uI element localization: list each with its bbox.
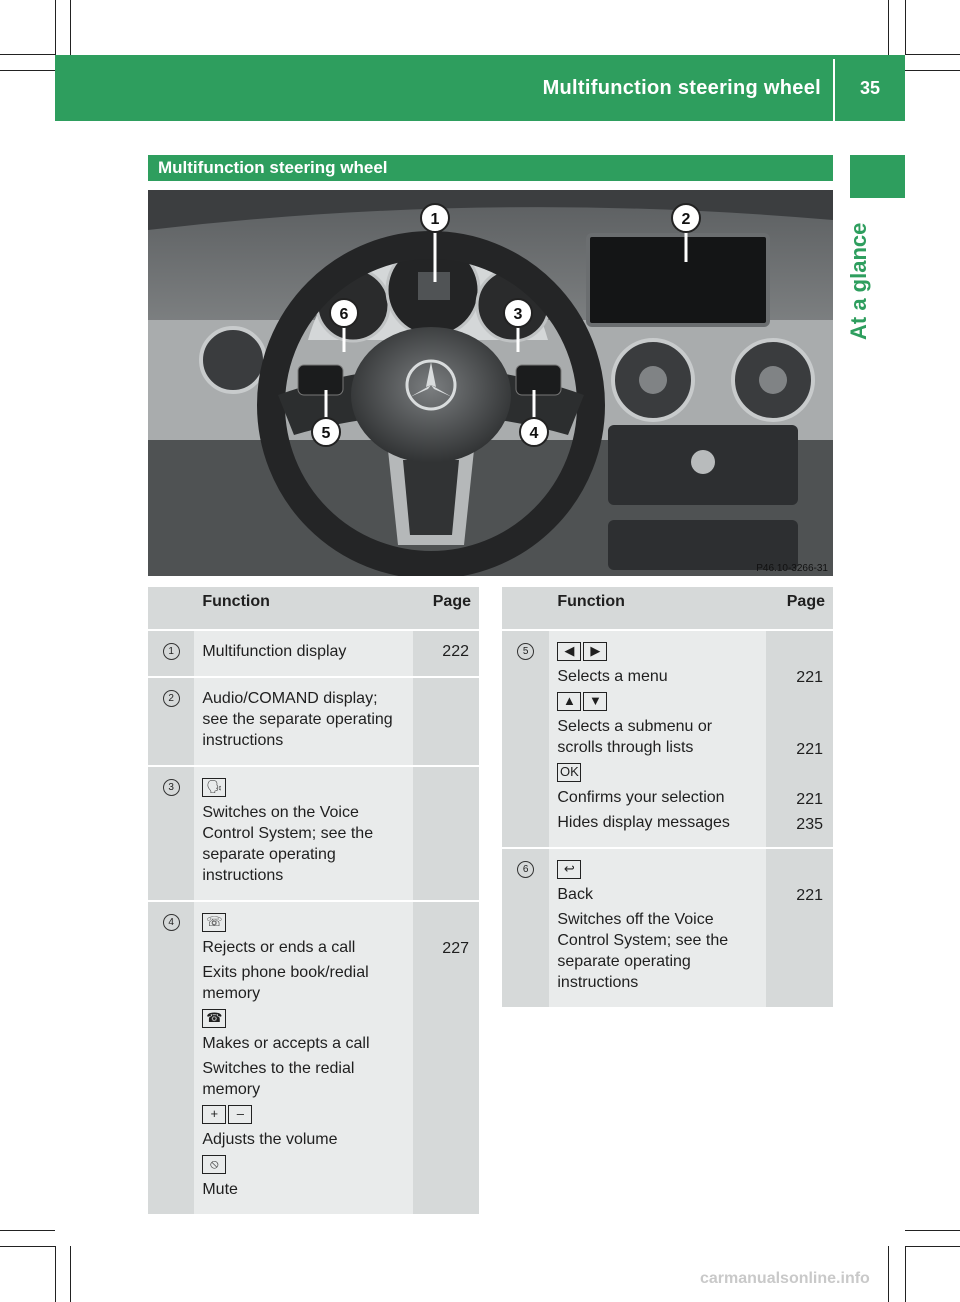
left-right-arrows-icon: ◀ ▶ xyxy=(557,641,758,662)
function-table-right xyxy=(502,587,833,1007)
page-ref: 221 xyxy=(796,669,823,686)
svg-text:1: 1 xyxy=(430,211,440,228)
item-number: 4 xyxy=(163,914,180,931)
page-ref: 227 xyxy=(442,940,469,957)
function-text: Selects a submenu or scrolls through lists xyxy=(557,718,713,756)
page-ref: 221 xyxy=(796,741,823,758)
page-ref: 222 xyxy=(442,643,469,660)
steering-wheel-photo xyxy=(148,190,833,576)
back-icon: ↩ xyxy=(557,860,581,879)
header-title: Multifunction steering wheel xyxy=(542,76,821,99)
function-text: Exits phone book/redial memory xyxy=(202,964,369,1002)
phone-accept-icon: ☎ xyxy=(202,1009,226,1028)
table-row xyxy=(502,630,833,848)
table-row xyxy=(148,630,479,677)
section-title: Multifunction steering wheel xyxy=(148,155,833,181)
header-blank xyxy=(148,587,194,630)
volume-plus-minus-icon: + – xyxy=(202,1104,404,1125)
function-text: Hides display messages xyxy=(557,814,730,831)
table-row xyxy=(502,848,833,1007)
svg-text:3: 3 xyxy=(513,306,523,323)
function-text: Confirms your selection xyxy=(557,789,725,806)
function-text: Switches off the Voice Control System; see the separate operating instructions xyxy=(557,911,729,991)
page-ref: 235 xyxy=(796,816,823,833)
crop-mark xyxy=(55,1246,56,1302)
table-row xyxy=(148,766,479,901)
page-number: 35 xyxy=(859,77,881,98)
item-number: 2 xyxy=(163,690,180,707)
table-row xyxy=(148,677,479,766)
up-down-arrows-icon: ▲ ▼ xyxy=(557,691,758,712)
crop-mark xyxy=(888,1246,889,1302)
table-row xyxy=(148,901,479,1214)
crop-mark xyxy=(888,0,889,55)
svg-text:4: 4 xyxy=(529,425,539,442)
mute-icon: ⦸ xyxy=(202,1155,226,1174)
function-table-left xyxy=(148,587,479,1214)
crop-mark xyxy=(0,70,55,71)
function-text: Multifunction display xyxy=(202,643,347,660)
crop-mark xyxy=(905,1246,960,1247)
hang-up-icon: ☏ xyxy=(202,913,226,932)
crop-mark xyxy=(70,0,71,55)
crop-mark xyxy=(0,1246,55,1247)
header-function: Function xyxy=(194,587,412,630)
side-label: At a glance xyxy=(846,222,871,340)
header-page: Page xyxy=(413,587,479,630)
header-function: Function xyxy=(549,587,766,630)
item-number: 1 xyxy=(163,643,180,660)
function-text: Switches on the Voice Control System; see the separate operating instructions xyxy=(202,804,374,884)
function-text: Selects a menu xyxy=(557,668,668,685)
crop-mark xyxy=(0,54,55,55)
crop-mark xyxy=(905,70,960,71)
item-number: 6 xyxy=(517,861,534,878)
crop-mark xyxy=(905,1246,906,1302)
page-ref: 221 xyxy=(796,791,823,808)
function-text: Audio/COMAND display; see the separate operating instructions xyxy=(202,690,393,749)
function-text: Mute xyxy=(202,1181,238,1198)
page-header xyxy=(55,55,905,121)
item-number: 3 xyxy=(163,779,180,796)
function-text: Switches to the redial memory xyxy=(202,1060,355,1098)
photo-code: P46.10-3266-31 xyxy=(756,563,828,574)
voice-control-icon: 🗣 xyxy=(202,778,226,797)
crop-mark xyxy=(905,54,960,55)
crop-mark xyxy=(55,0,56,55)
crop-mark xyxy=(905,0,906,55)
watermark: carmanualsonline.info xyxy=(700,1270,870,1287)
side-tab xyxy=(850,155,905,198)
crop-mark xyxy=(0,1230,55,1231)
ok-key-icon: OK xyxy=(557,763,581,782)
svg-text:2: 2 xyxy=(681,211,691,228)
crop-mark xyxy=(905,1230,960,1231)
crop-mark xyxy=(70,1246,71,1302)
header-page: Page xyxy=(766,587,833,630)
item-number: 5 xyxy=(517,643,534,660)
function-text: Adjusts the volume xyxy=(202,1131,338,1148)
header-blank xyxy=(502,587,549,630)
function-text: Back xyxy=(557,886,593,903)
svg-text:6: 6 xyxy=(339,306,349,323)
page-ref: 221 xyxy=(796,887,823,904)
function-text: Rejects or ends a call xyxy=(202,939,356,956)
function-text: Makes or accepts a call xyxy=(202,1035,370,1052)
svg-text:5: 5 xyxy=(321,425,331,442)
